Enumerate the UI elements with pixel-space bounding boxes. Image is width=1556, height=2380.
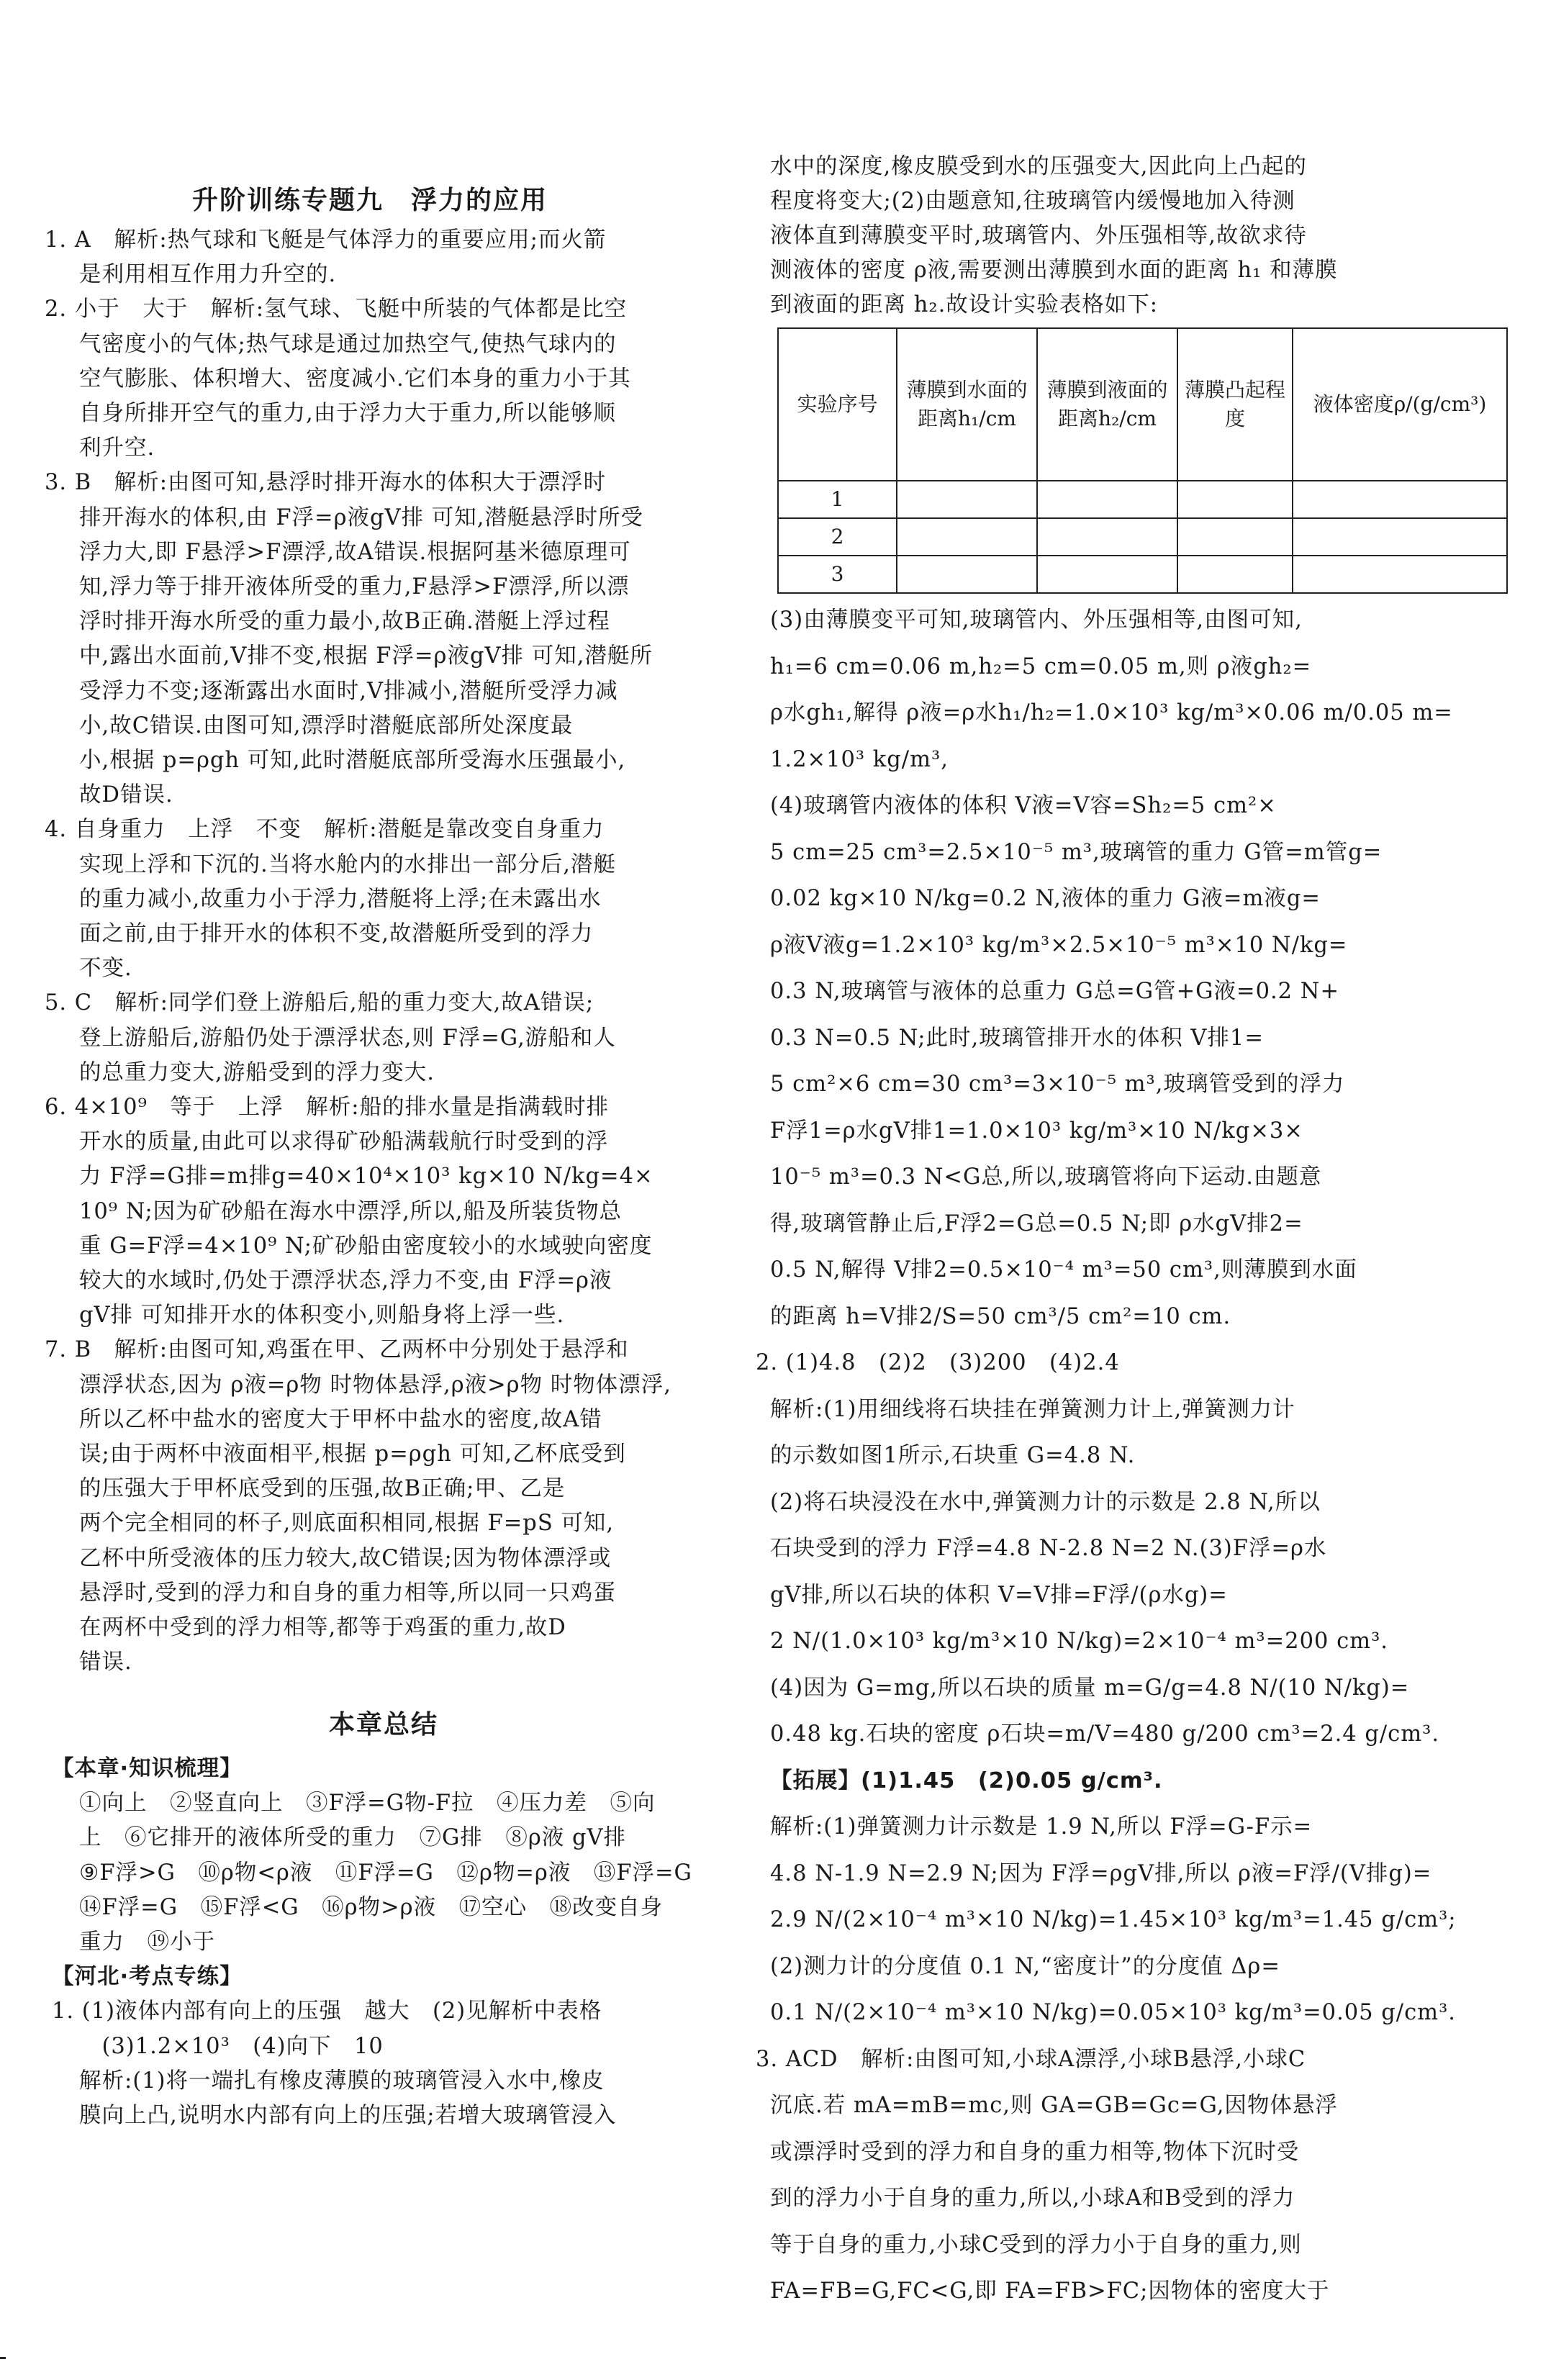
text-line: 面之前,由于排开水的体积不变,故潜艇所受到的浮力 [79, 921, 594, 946]
text-line: 2 N/(1.0×10³ kg/m³×10 N/kg)=2×10⁻⁴ m³=200 cm³. [770, 1629, 1389, 1654]
text-line: 小,故C错误.由图可知,漂浮时潜艇底部所处深度最 [79, 712, 574, 738]
text-line: 等于自身的重力,小球C受到的浮力小于自身的重力,则 [770, 2232, 1302, 2258]
text-line: ρ液V液g=1.2×10³ kg/m³×2.5×10⁻⁵ m³×10 N/kg= [770, 932, 1348, 958]
experiment-table [777, 327, 1508, 594]
text-line: (3)由薄膜变平可知,玻璃管内、外压强相等,由图可知, [770, 607, 1303, 633]
text-line: 沉底.若 mA=mB=mc,则 GA=GB=Gc=G,因物体悬浮 [770, 2093, 1338, 2118]
table-row [778, 518, 1507, 556]
text-line: 解析:(1)将一端扎有橡皮薄膜的玻璃管浸入水中,橡皮 [79, 2068, 605, 2094]
text-line: 测液体的密度 ρ液,需要测出薄膜到水面的距离 h₁ 和薄膜 [770, 258, 1338, 283]
text-line: FA=FB=G,FC<G,即 FA=FB>FC;因物体的密度大于 [770, 2279, 1330, 2304]
table-cell: 3 [778, 556, 897, 593]
text-line: 2. 小于 大于 解析:氢气球、飞艇中所装的气体都是比空 [45, 297, 628, 322]
table-header: 薄膜到水面的距离h₁/cm [897, 328, 1037, 481]
text-line: 5 cm=25 cm³=2.5×10⁻⁵ m³,玻璃管的重力 G管=m管g= [770, 839, 1383, 865]
text-line: gV排 可知排开水的体积变小,则船身将上浮一些. [79, 1303, 565, 1329]
text-line: (4)因为 G=mg,所以石块的质量 m=G/g=4.8 N/(10 N/kg)= [770, 1675, 1410, 1701]
text-line: 故D错误. [79, 782, 173, 808]
text-line: 浮时排开海水所受的重力最小,故B正确.潜艇上浮过程 [79, 609, 610, 635]
text-line: ⑨F浮>G ⑩ρ物<ρ液 ⑪F浮=G ⑫ρ物=ρ液 ⑬F浮=G [79, 1860, 692, 1886]
table-header: 实验序号 [778, 328, 897, 481]
text-line: 水中的深度,橡皮膜受到水的压强变大,因此向上凸起的 [770, 154, 1307, 179]
text-line: 0.3 N,玻璃管与液体的总重力 G总=G管+G液=0.2 N+ [770, 979, 1340, 1004]
text-line: 0.1 N/(2×10⁻⁴ m³×10 N/kg)=0.05×10³ kg/m³=0.05 g/cm³. [770, 2000, 1457, 2025]
text-line: 10⁹ N;因为矿砂船在海水中漂浮,所以,船及所装货物总 [79, 1198, 622, 1224]
text-line: 乙杯中所受液体的压力较大,故C错误;因为物体漂浮或 [79, 1545, 612, 1571]
text-line: 登上游船后,游船仍处于漂浮状态,则 F浮=G,游船和人 [79, 1025, 616, 1051]
text-line: 【拓展】(1)1.45 (2)0.05 g/cm³. [770, 1768, 1163, 1793]
text-line: 重 G=F浮=4×10⁹ N;矿砂船由密度较小的水域驶向密度 [79, 1233, 653, 1259]
page-edge-mark [0, 2357, 6, 2359]
text-line: 开水的质量,由此可以求得矿砂船满载航行时受到的浮 [79, 1129, 609, 1155]
text-line: 1. A 解析:热气球和飞艇是气体浮力的重要应用;而火箭 [45, 227, 607, 253]
text-line: 的总重力变大,游船受到的浮力变大. [79, 1059, 435, 1085]
text-line: 的距离 h=V排2/S=50 cm³/5 cm²=10 cm. [770, 1303, 1231, 1329]
text-line: 4. 自身重力 上浮 不变 解析:潜艇是靠改变自身重力 [45, 817, 605, 843]
text-line: 知,浮力等于排开液体所受的重力,F悬浮>F漂浮,所以漂 [79, 574, 630, 599]
text-line: 到液面的距离 h₂.故设计实验表格如下: [770, 292, 1159, 317]
text-line: 的重力减小,故重力小于浮力,潜艇将上浮;在未露出水 [79, 886, 602, 912]
text-line: 程度将变大;(2)由题意知,往玻璃管内缓慢地加入待测 [770, 189, 1295, 214]
table-header: 薄膜凸起程度 [1177, 328, 1293, 481]
section-title: 升阶训练专题九 浮力的应用 [192, 186, 548, 215]
chapter-summary-title: 本章总结 [329, 1710, 439, 1739]
text-line: (2)测力计的分度值 0.1 N,“密度计”的分度值 Δρ= [770, 1953, 1280, 1979]
text-line: 0.02 kg×10 N/kg=0.2 N,液体的重力 G液=m液g= [770, 886, 1321, 911]
text-line: 2.9 N/(2×10⁻⁴ m³×10 N/kg)=1.45×10³ kg/m³=1.45 g/cm³; [770, 1907, 1457, 1932]
text-line: 悬浮时,受到的浮力和自身的重力相等,所以同一只鸡蛋 [79, 1580, 616, 1606]
text-line: 0.48 kg.石块的密度 ρ石块=m/V=480 g/200 cm³=2.4 g/cm³. [770, 1721, 1440, 1747]
text-line: 【河北·考点专练】 [52, 1964, 243, 1990]
text-line: 重力 ⑲小于 [79, 1929, 215, 1955]
text-line: 两个完全相同的杯子,则底面积相同,根据 F=pS 可知, [79, 1511, 615, 1537]
text-line: 3. B 解析:由图可知,悬浮时排开海水的体积大于漂浮时 [45, 470, 607, 496]
text-line: 3. ACD 解析:由图可知,小球A漂浮,小球B悬浮,小球C [756, 2046, 1306, 2072]
text-line: 膜向上凸,说明水内部有向上的压强;若增大玻璃管浸入 [79, 2103, 617, 2128]
text-line: 到的浮力小于自身的重力,所以,小球A和B受到的浮力 [770, 2186, 1295, 2211]
table-row [778, 556, 1507, 593]
text-line: gV排,所以石块的体积 V=V排=F浮/(ρ水g)= [770, 1582, 1228, 1608]
text-line: ⑭F浮=G ⑮F浮<G ⑯ρ物>ρ液 ⑰空心 ⑱改变自身 [79, 1894, 664, 1920]
text-line: 10⁻⁵ m³=0.3 N<G总,所以,玻璃管将向下运动.由题意 [770, 1164, 1322, 1190]
text-line: 或漂浮时受到的浮力和自身的重力相等,物体下沉时受 [770, 2139, 1300, 2165]
text-line: 1. (1)液体内部有向上的压强 越大 (2)见解析中表格 [52, 1999, 602, 2024]
text-line: 0.5 N,解得 V排2=0.5×10⁻⁴ m³=50 cm³,则薄膜到水面 [770, 1257, 1357, 1282]
text-line: (4)玻璃管内液体的体积 V液=V容=Sh₂=5 cm²× [770, 793, 1277, 818]
text-line: 在两杯中受到的浮力相等,都等于鸡蛋的重力,故D [79, 1615, 566, 1640]
text-line: 是利用相互作用力升空的. [79, 262, 337, 288]
text-line: 得,玻璃管静止后,F浮2=G总=0.5 N;即 ρ水gV排2= [770, 1211, 1303, 1236]
text-line: 液体直到薄膜变平时,玻璃管内、外压强相等,故欲求待 [770, 223, 1307, 248]
text-line: 浮力大,即 F悬浮>F漂浮,故A错误.根据阿基米德原理可 [79, 539, 631, 565]
text-line: 石块受到的浮力 F浮=4.8 N-2.8 N=2 N.(3)F浮=ρ水 [770, 1536, 1327, 1561]
text-line: (2)将石块浸没在水中,弹簧测力计的示数是 2.8 N,所以 [770, 1489, 1321, 1515]
text-line: 6. 4×10⁹ 等于 上浮 解析:船的排水量是指满载时排 [45, 1095, 610, 1120]
text-line: 解析:(1)弹簧测力计示数是 1.9 N,所以 F浮=G-F示= [770, 1814, 1313, 1840]
text-line: F浮1=ρ水gV排1=1.0×10³ kg/m³×10 N/kg×3× [770, 1118, 1303, 1144]
text-line: 排开海水的体积,由 F浮=ρ液gV排 可知,潜艇悬浮时所受 [79, 504, 643, 530]
text-line: 5 cm²×6 cm=30 cm³=3×10⁻⁵ m³,玻璃管受到的浮力 [770, 1072, 1345, 1097]
text-line: 所以乙杯中盐水的密度大于甲杯中盐水的密度,故A错 [79, 1406, 602, 1432]
text-line: 上 ⑥它排开的液体所受的重力 ⑦G排 ⑧ρ液 gV排 [79, 1825, 627, 1851]
text-line: 1.2×10³ kg/m³, [770, 746, 949, 772]
text-line: 5. C 解析:同学们登上游船后,船的重力变大,故A错误; [45, 990, 594, 1016]
text-line: 错误. [79, 1650, 132, 1675]
text-line: h₁=6 cm=0.06 m,h₂=5 cm=0.05 m,则 ρ液gh₂= [770, 653, 1312, 679]
table-row [778, 481, 1507, 518]
text-line: 解析:(1)用细线将石块挂在弹簧测力计上,弹簧测力计 [770, 1396, 1295, 1422]
table-header-row [778, 328, 1507, 481]
text-line: 较大的水域时,仍处于漂浮状态,浮力不变,由 F浮=ρ液 [79, 1268, 612, 1293]
text-line: 利升空. [79, 435, 155, 461]
text-line: 力 F浮=G排=m排g=40×10⁴×10³ kg×10 N/kg=4× [79, 1164, 653, 1190]
text-line: 0.3 N=0.5 N;此时,玻璃管排开水的体积 V排1= [770, 1025, 1264, 1051]
text-line: 自身所排开空气的重力,由于浮力大于重力,所以能够顺 [79, 401, 616, 426]
text-line: ρ水gh₁,解得 ρ液=ρ水h₁/h₂=1.0×10³ kg/m³×0.06 m/0.05 m= [770, 700, 1453, 725]
text-line: 的压强大于甲杯底受到的压强,故B正确;甲、乙是 [79, 1476, 566, 1502]
text-line: ①向上 ②竖直向上 ③F浮=G物-F拉 ④压力差 ⑤向 [79, 1791, 656, 1816]
table-header: 液体密度ρ/(g/cm³) [1293, 328, 1507, 481]
text-line: 的示数如图1所示,石块重 G=4.8 N. [770, 1443, 1136, 1468]
text-line: 【本章·知识梳理】 [52, 1756, 243, 1781]
text-line: 7. B 解析:由图可知,鸡蛋在甲、乙两杯中分别处于悬浮和 [45, 1337, 629, 1363]
text-line: 误;由于两杯中液面相平,根据 p=ρgh 可知,乙杯底受到 [79, 1442, 626, 1467]
text-line: 气密度小的气体;热气球是通过加热空气,使热气球内的 [79, 331, 617, 357]
table-header: 薄膜到液面的距离h₂/cm [1037, 328, 1177, 481]
table-cell: 1 [778, 481, 897, 518]
text-line: 小,根据 p=ρgh 可知,此时潜艇底部所受海水压强最小, [79, 748, 626, 773]
text-line: 不变. [79, 956, 132, 982]
text-line: 实现上浮和下沉的.当将水舱内的水排出一部分后,潜艇 [79, 851, 616, 877]
table-cell: 2 [778, 518, 897, 556]
text-line: (3)1.2×10³ (4)向下 10 [79, 2033, 384, 2059]
text-line: 空气膨胀、体积增大、密度减小.它们本身的重力小于其 [79, 366, 631, 392]
text-line: 2. (1)4.8 (2)2 (3)200 (4)2.4 [756, 1350, 1120, 1375]
text-line: 漂浮状态,因为 ρ液=ρ物 时物体悬浮,ρ液>ρ物 时物体漂浮, [79, 1372, 672, 1398]
text-line: 受浮力不变;逐渐露出水面时,V排减小,潜艇所受浮力减 [79, 678, 618, 704]
text-line: 中,露出水面前,V排不变,根据 F浮=ρ液gV排 可知,潜艇所 [79, 643, 653, 669]
text-line: 4.8 N-1.9 N=2.9 N;因为 F浮=ρgV排,所以 ρ液=F浮/(V排g)= [770, 1860, 1432, 1886]
